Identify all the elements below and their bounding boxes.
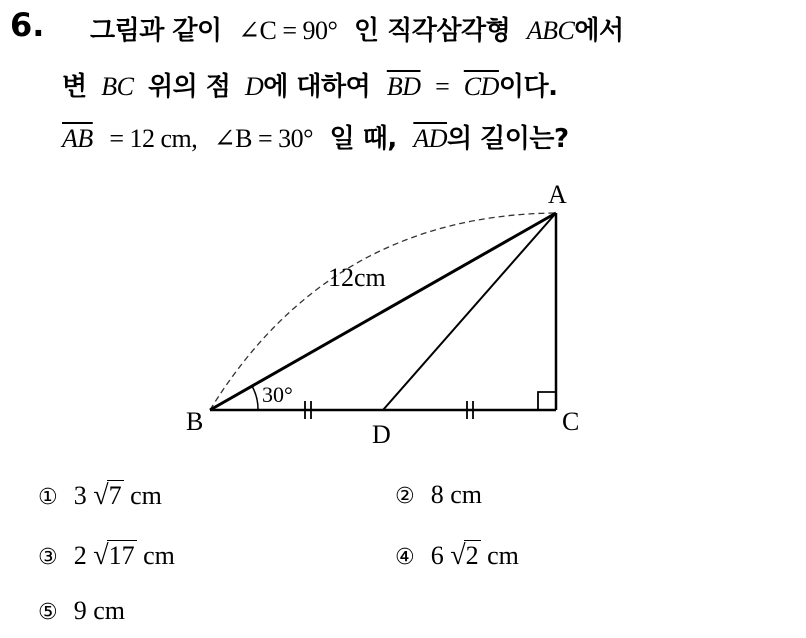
- text: 위의 점: [147, 72, 231, 102]
- right-angle-mark: [538, 392, 556, 410]
- radicand: 2: [465, 541, 479, 570]
- coefficient: 3: [73, 481, 87, 510]
- segment-ad-line: [383, 213, 556, 410]
- unit: cm: [130, 481, 162, 510]
- sqrt-icon: √17: [93, 540, 135, 571]
- triangle-name: ABC: [526, 16, 575, 45]
- choice-marker: ②: [395, 484, 415, 509]
- choice-5[interactable]: [38, 596, 125, 626]
- question-number: 6.: [10, 6, 45, 44]
- choice-marker: ③: [38, 545, 58, 570]
- unit: cm: [143, 541, 175, 570]
- text: 이다.: [498, 72, 558, 102]
- equals-sign: =: [435, 72, 450, 101]
- text: 변: [62, 72, 87, 102]
- text: 의 길이는?: [446, 124, 569, 154]
- label-d: D: [372, 420, 391, 449]
- choice-marker: ④: [395, 545, 415, 570]
- choice-marker: ①: [38, 485, 58, 510]
- choice-text: 8 cm: [430, 480, 482, 509]
- choice-4[interactable]: [395, 540, 519, 572]
- label-angle-b: 30°: [262, 382, 293, 407]
- coefficient: 2: [73, 541, 87, 570]
- sqrt-icon: √7: [93, 480, 122, 511]
- unit: cm: [487, 541, 519, 570]
- point-name: D: [244, 72, 264, 101]
- sqrt-icon: √2: [450, 540, 479, 571]
- segment-ab: $\overline{AB}$: [62, 124, 93, 153]
- text: 에서: [574, 16, 624, 46]
- text: 인 직각삼각형: [353, 16, 511, 46]
- choice-text: 9 cm: [73, 596, 125, 625]
- side-name: BC: [101, 72, 134, 101]
- choice-1[interactable]: [38, 480, 162, 512]
- segment-ad: $\overline{AD}$: [413, 124, 447, 153]
- label-c: C: [562, 407, 580, 436]
- choice-marker: ⑤: [38, 600, 58, 625]
- coefficient: 6: [430, 541, 444, 570]
- radicand: 17: [108, 541, 135, 570]
- text: 그림과 같이: [90, 16, 222, 46]
- side-ab: [210, 213, 556, 410]
- angle-arc-b: [252, 386, 258, 410]
- label-b: B: [186, 407, 204, 436]
- label-a: A: [548, 180, 567, 209]
- angle-expression: ∠B = 30°: [213, 124, 314, 153]
- label-hyp-length: 12cm: [328, 263, 386, 292]
- text: 에 대하여: [263, 72, 371, 102]
- text: 일 때,: [329, 124, 397, 154]
- choice-2[interactable]: [395, 480, 482, 510]
- angle-expression: ∠C = 90°: [238, 16, 338, 45]
- segment-bd: $\overline{BD}$: [386, 72, 421, 101]
- length-expression: = 12 cm,: [109, 124, 198, 153]
- choice-3[interactable]: [38, 540, 175, 572]
- radicand: 7: [108, 481, 122, 510]
- segment-cd: $\overline{CD}$: [463, 72, 499, 101]
